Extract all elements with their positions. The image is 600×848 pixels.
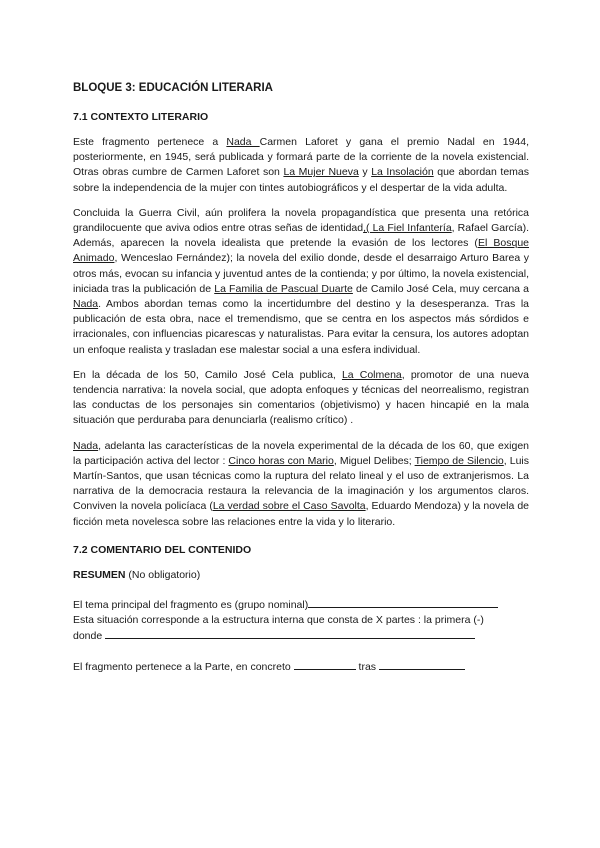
title-insolacion: La Insolación bbox=[371, 166, 434, 179]
title-cinco-horas: Cinco horas con Mario bbox=[228, 454, 334, 467]
blank-donde[interactable] bbox=[105, 628, 475, 639]
paragraph-2: Concluida la Guerra Civil, aún prolifera la novela propagandística que presenta una retórica grandilocuente que aviva odios entre otras señas de identidad,( La Fiel Infantería, Rafael García). Además, aparecen la novela idealista que pretende la evasión de los lectores (El Bosque Animado, Wenceslao Fernández); la novela del exilio donde, desde el desarraigo Arturo Barea y otros más, evocan su infancia y juventud antes de la contienda; y por último, la novela existencial, iniciada tras la publicación de La Familia de Pascual Duarte de Camilo José Cela, muy cercana a Nada. Ambos abordan temas como la incertidumbre del destino y la desesperanza. Tras la publicación de esta obra, nace el tremendismo, que se centra en los aspectos más sórdidos e irracionales, con influencias picarescas y naturalistas. Para evitar la censura, los autores adoptan un enfoque realista y trasladan ese malestar social a una esfera individual. bbox=[73, 206, 529, 356]
title-pascual-duarte: La Familia de Pascual Duarte bbox=[214, 282, 353, 295]
title-fiel-infanteria: ,( La Fiel Infantería bbox=[363, 222, 452, 235]
title-tiempo-silencio: Tiempo de Silencio bbox=[414, 454, 504, 467]
resumen-line: RESUMEN (No obligatorio) bbox=[73, 568, 201, 581]
blank-tema[interactable] bbox=[308, 597, 498, 608]
estructura-line: Esta situación corresponde a la estructura interna que consta de X partes : la primera (-) bbox=[73, 614, 484, 627]
title-nada: Nada bbox=[226, 136, 260, 148]
title-colmena: La Colmena bbox=[341, 368, 402, 381]
title-nada-3: Nada bbox=[73, 439, 99, 452]
blank-tras[interactable] bbox=[379, 659, 465, 670]
section-heading-contexto: 7.1 CONTEXTO LITERARIO bbox=[73, 111, 209, 123]
parte-line: El fragmento pertenece a la Parte, en concreto tras bbox=[73, 659, 529, 675]
title-caso-savolta: La verdad sobre el Caso Savolta bbox=[212, 500, 366, 513]
title-mujer-nueva: La Mujer Nueva bbox=[283, 166, 359, 179]
document-page bbox=[73, 82, 529, 675]
paragraph-4: Nada, adelanta las características de la novela experimental de la década de los 60, que exigen la participación activa del lector : Cinco horas con Mario, Miguel Delibes; Tiempo de Silencio, Luis Martín-Santos, que usan técnicas como la ruptura del relato lineal y el uso de extranjerismos. La narrativa de la democracia restaura la relevancia de la imaginación y los argumentos claros. Conviven la novela policíaca (La verdad sobre el Caso Savolta, Eduardo Mendoza) y la novela de ficción meta novelesca sobre las relaciones entre la vida y lo literario. bbox=[73, 439, 529, 528]
tema-line: El tema principal del fragmento es (grupo nominal) bbox=[73, 597, 529, 613]
blank-parte[interactable] bbox=[294, 659, 356, 670]
paragraph-1: Este fragmento pertenece a Nada Carmen Laforet y gana el premio Nadal en 1944, posteriormente, en 1945, será publicada y formará parte de la corriente de la novela existencial. Otras obras cumbre de Carmen Laforet son La Mujer Nueva y La Insolación que abordan temas sobre la independencia de la mujer con tintes autobiográficos y el despertar de la vida adulta. bbox=[73, 136, 530, 194]
paragraph-3: En la década de los 50, Camilo José Cela publica, La Colmena, promotor de una nueva tendencia narrativa: la novela social, que adopta enfoques y técnicas del neorrealismo, registran las conductas de los personajes sin comentarios (objetivismo) y hacen hincapié en la mala situación que perduraba para denunciarla (realismo crítico) . bbox=[73, 368, 529, 427]
estructura-donde-line: donde bbox=[73, 628, 529, 644]
document-title: BLOQUE 3: EDUCACIÓN LITERARIA bbox=[73, 82, 273, 94]
section-heading-comentario: 7.2 COMENTARIO DEL CONTENIDO bbox=[73, 543, 252, 556]
title-nada-2: Nada bbox=[73, 298, 99, 311]
title-bosque-animado: El Bosque Animado bbox=[73, 237, 529, 265]
